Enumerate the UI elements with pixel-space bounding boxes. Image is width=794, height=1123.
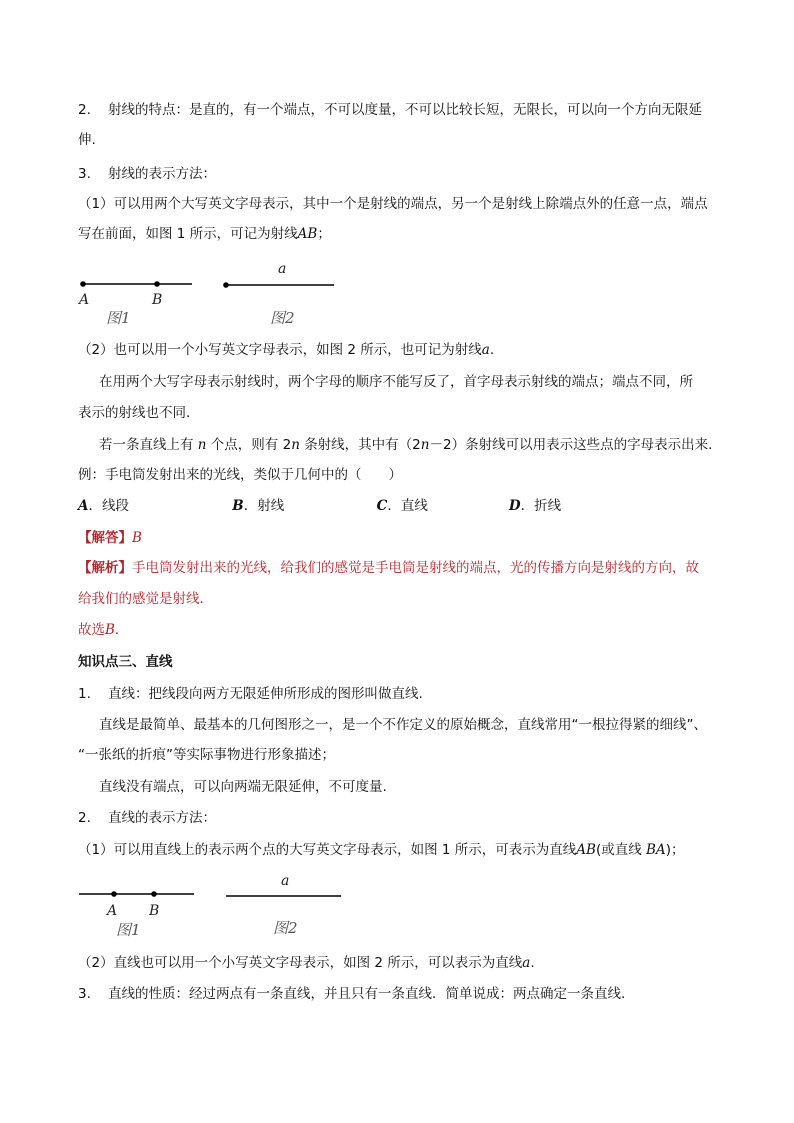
math-var: AB	[297, 226, 318, 242]
line-fig2-caption: 图2	[273, 919, 298, 937]
math-var: n	[291, 437, 300, 453]
line-point-b-dot	[151, 891, 157, 897]
ray-feature-text-end: 伸.	[78, 132, 96, 148]
option-text: ．射线	[243, 498, 285, 514]
ray-notation-p1-text: （1）可以用两个大写英文字母表示，其中一个是射线的端点，另一个是射线上除端点外的任意一点，端点	[78, 196, 708, 212]
math-var: n	[420, 437, 430, 453]
option-text: ．折线	[520, 498, 562, 514]
line-notation-text: （1）可以用直线上的表示两个点的大写英文字母表示，如图 1 所示，可表示为直线	[78, 842, 577, 858]
item-number: 1.	[78, 686, 91, 702]
ray-notation-p2-text: （2）也可以用一个小写英文字母表示，如图 2 所示，也可记为射线	[78, 342, 482, 358]
example-text: 例：手电筒发射出来的光线，类似于几何中的（ ）	[78, 467, 402, 483]
ray-feature-text: 射线的特点：是直的，有一个端点，不可以度量，不可以比较长短，无限长，可以向一个方向无限延	[108, 102, 703, 118]
line-desc-text3: 直线没有端点，可以向两端无限延伸，不可度量.	[99, 779, 387, 795]
punct: )；	[665, 842, 685, 858]
item-number: 2.	[78, 810, 91, 826]
line-a-label: a	[281, 873, 290, 889]
line-fig1-caption: 图1	[116, 921, 141, 939]
ray-point-b-label: B	[152, 292, 163, 308]
ray-a-label: a	[278, 261, 287, 277]
section-title: 知识点三、直线	[78, 654, 173, 670]
ray-point-a-label: A	[79, 292, 90, 308]
line-notation-text2: （2）直线也可以用一个小写英文字母表示，如图 2 所示，可以表示为直线	[78, 955, 523, 971]
ray-fig2-caption: 图2	[270, 309, 295, 327]
item-number: 3.	[78, 166, 91, 182]
ray-note-1-text2: 表示的射线也不同.	[78, 405, 191, 421]
ray-note-2-text: 个点，则有 2	[210, 437, 292, 453]
line-property-text: 直线的性质：经过两点有一条直线，并且只有一条直线．简单说成：两点确定一条直线.	[108, 986, 626, 1002]
line-point-a-dot	[111, 891, 117, 897]
item-number: 3.	[78, 986, 91, 1002]
ray-notation-p1-text2: 写在前面，如图 1 所示，可记为射线	[78, 226, 298, 242]
option-letter: A	[78, 498, 89, 514]
ray-note-2-text: 若一条直线上有	[99, 437, 194, 453]
option-letter: D	[508, 498, 521, 514]
option-text: ．直线	[387, 498, 428, 514]
ray-notation-heading: 射线的表示方法：	[108, 166, 217, 182]
choose-text: 故选	[78, 622, 105, 638]
ray-fig1-caption: 图1	[106, 309, 131, 327]
option-text: ．线段	[88, 498, 129, 514]
analysis-text: 手电筒发射出来的光线，给我们的感觉是手电筒是射线的端点，光的传播方向是射线的方向，故	[132, 560, 699, 576]
option-letter: C	[376, 498, 388, 514]
punct: ；	[317, 226, 331, 242]
line-point-b-label: B	[149, 903, 160, 919]
line-notation-heading: 直线的表示方法：	[108, 810, 217, 826]
math-var: n	[197, 437, 207, 453]
line-property-item	[78, 984, 625, 1004]
line-notation-p2	[78, 953, 535, 973]
math-var: AB	[576, 842, 596, 858]
math-var: a	[481, 342, 490, 358]
answer-label: 【解答】	[78, 530, 132, 546]
line-point-a-label: A	[107, 903, 118, 919]
option-letter: B	[232, 498, 244, 514]
line-desc-text2: “一张纸的折痕”等实际事物进行形象描述；	[78, 747, 335, 763]
ray-note-1-text: 在用两个大写字母表示射线时，两个字母的顺序不能写反了，首字母表示射线的端点；端点不同，所	[99, 374, 693, 390]
math-var: BA	[646, 842, 666, 858]
analysis-label: 【解析】	[78, 560, 132, 576]
item-number: 2.	[78, 102, 91, 118]
ray-note-2-text: －2）条射线可以用表示这些点的字母表示出来.	[429, 437, 713, 453]
punct: ．	[114, 622, 129, 638]
math-var: B	[105, 622, 115, 638]
line-desc-text: 直线是最简单、最基本的几何图形之一，是一个不作定义的原始概念，直线常用“一根拉得紧的细线”、	[99, 717, 707, 733]
line-def-text: 直线：把线段向两方无限延伸所形成的图形叫做直线.	[108, 686, 423, 702]
punct: .	[489, 342, 495, 358]
line-notation-text: (或直线	[595, 842, 642, 858]
answer-value: B	[132, 530, 142, 546]
analysis-text2: 给我们的感觉是射线．	[78, 591, 213, 607]
ray-note-2-text: 条射线，其中有（2	[304, 437, 421, 453]
punct: .	[530, 955, 535, 971]
math-var: a	[522, 955, 531, 971]
